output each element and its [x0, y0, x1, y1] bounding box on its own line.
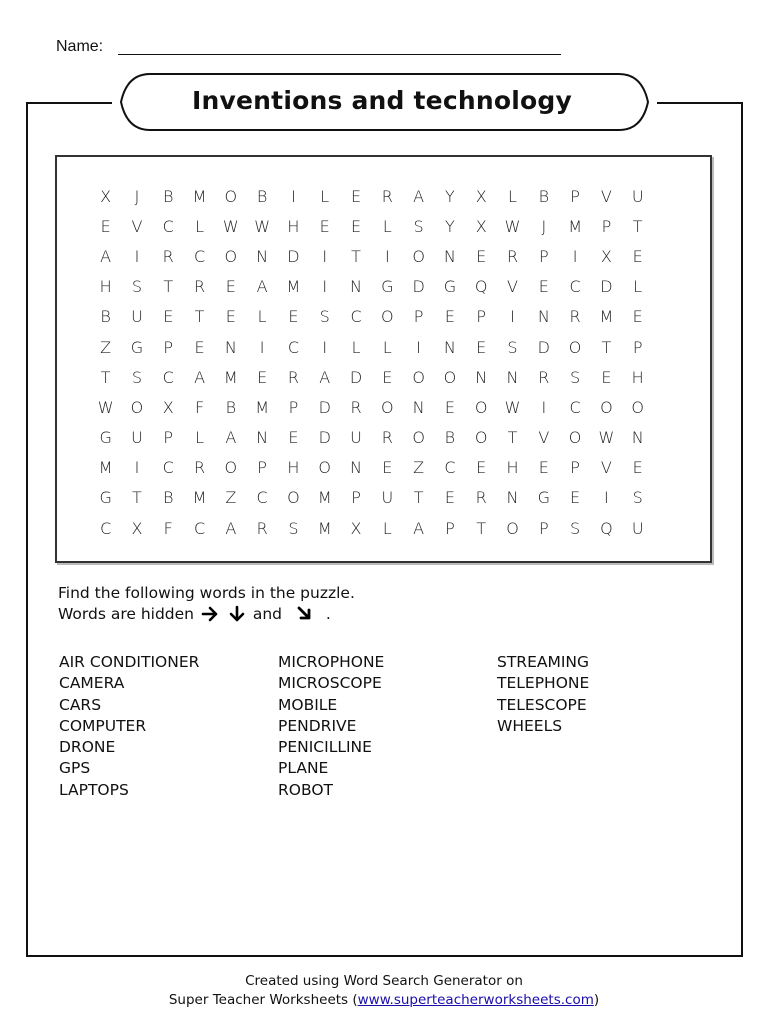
word-item: PENDRIVE	[278, 716, 357, 735]
grid-letter: X	[350, 518, 362, 538]
grid-letter: L	[257, 307, 267, 327]
grid-letter: Z	[225, 488, 237, 508]
grid-letter: N	[412, 397, 425, 417]
grid-letter: I	[604, 488, 609, 508]
grid-letter: U	[350, 428, 362, 448]
grid-letter: E	[601, 367, 612, 387]
grid-letter: B	[163, 488, 174, 508]
grid-row	[90, 453, 653, 483]
grid-letter: B	[256, 186, 268, 206]
grid-letter: I	[322, 337, 328, 357]
grid-row	[90, 211, 653, 241]
grid-letter: N	[443, 337, 456, 357]
grid-letter: H	[99, 277, 112, 297]
grid-letter: T	[132, 488, 142, 508]
instructions-hidden-text: Words are hidden	[58, 605, 195, 623]
grid-letter: S	[413, 216, 424, 236]
grid-letter: O	[381, 397, 394, 417]
grid-letter: A	[100, 246, 112, 266]
grid-letter: B	[225, 397, 237, 417]
grid-letter: E	[382, 367, 393, 387]
grid-letter: W	[222, 216, 239, 236]
grid-letter: N	[350, 458, 362, 478]
grid-letter: F	[163, 518, 173, 538]
grid-letter: Y	[445, 216, 455, 236]
word-item: MICROPHONE	[278, 653, 385, 671]
grid-letter: S	[632, 488, 643, 508]
grid-letter: E	[350, 216, 362, 236]
grid-letter: R	[350, 397, 362, 417]
instructions-line-2	[58, 604, 355, 625]
grid-letter: P	[163, 428, 174, 448]
grid-letter: R	[475, 488, 487, 508]
grid-letter: U	[381, 488, 394, 508]
grid-letter: E	[632, 307, 643, 327]
grid-letter: M	[255, 397, 270, 417]
grid-row	[90, 241, 653, 271]
grid-letter: M	[317, 488, 332, 508]
grid-letter: L	[508, 186, 517, 206]
grid-letter: X	[162, 397, 174, 417]
grid-letter: I	[291, 186, 296, 206]
grid-letter: N	[537, 307, 550, 327]
grid-letter: A	[256, 277, 268, 297]
grid-letter: B	[444, 428, 456, 448]
grid-letter: P	[538, 246, 549, 266]
grid-letter: E	[444, 307, 455, 327]
grid-letter: I	[259, 337, 265, 357]
grid-letter: I	[572, 246, 578, 266]
grid-letter: P	[413, 307, 424, 327]
grid-letter: R	[569, 307, 581, 327]
grid-letter: A	[319, 367, 331, 387]
word-item: CARS	[59, 695, 102, 714]
grid-letter: O	[474, 397, 488, 417]
grid-letter: R	[287, 367, 299, 387]
grid-letter: X	[475, 186, 487, 206]
grid-letter: E	[476, 246, 487, 266]
footer-credit: Created using Word Search Generator on	[245, 973, 523, 989]
grid-letter: I	[510, 307, 515, 327]
grid-letter: O	[600, 397, 613, 417]
grid-letter: U	[131, 428, 143, 448]
word-item: TELEPHONE	[497, 674, 590, 693]
grid-letter: D	[349, 367, 363, 387]
word-item: STREAMING	[497, 653, 590, 671]
grid-letter: S	[570, 367, 581, 387]
grid-letter: T	[601, 337, 612, 357]
grid-letter: P	[632, 337, 643, 357]
grid-letter: O	[506, 518, 519, 538]
grid-letter: J	[541, 216, 547, 236]
grid-letter: X	[600, 246, 612, 266]
word-list-column-3	[497, 652, 589, 737]
grid-letter: G	[99, 488, 112, 508]
grid-letter: D	[412, 277, 425, 297]
instructions-line-1: Find the following words in the puzzle.	[58, 584, 355, 602]
grid-letter: G	[381, 277, 394, 297]
grid-letter: Z	[413, 458, 425, 478]
grid-letter: R	[193, 277, 206, 297]
footer-source-suffix: )	[593, 992, 600, 1008]
grid-letter: T	[476, 518, 487, 538]
grid-letter: N	[631, 428, 644, 448]
grid-letter: T	[413, 488, 424, 508]
word-item: DRONE	[59, 738, 116, 757]
grid-letter: X	[475, 216, 487, 236]
grid-letter: N	[443, 246, 456, 266]
word-list-column-2	[278, 652, 384, 801]
grid-letter: H	[631, 367, 644, 387]
word-item: MOBILE	[278, 695, 338, 714]
word-item: AIR CONDITIONER	[59, 653, 200, 671]
grid-letter: E	[163, 307, 174, 327]
word-item: CAMERA	[59, 674, 125, 693]
grid-letter: T	[194, 307, 205, 327]
grid-letter: E	[225, 307, 236, 327]
grid-letter: A	[194, 367, 206, 387]
grid-letter: M	[568, 216, 582, 236]
grid-letter: T	[100, 367, 111, 387]
grid-letter: R	[538, 367, 550, 387]
grid-letter: C	[100, 518, 112, 538]
grid-letter: E	[288, 307, 299, 327]
arrow-down-icon	[228, 605, 246, 622]
grid-letter: T	[351, 246, 361, 266]
grid-letter: P	[288, 397, 299, 417]
grid-letter: O	[318, 458, 332, 478]
grid-letter: B	[100, 307, 111, 327]
grid-letter: M	[317, 518, 332, 538]
grid-letter: C	[256, 488, 268, 508]
instructions-period: .	[325, 605, 331, 623]
word-item: PLANE	[278, 759, 329, 778]
grid-letter: O	[412, 246, 425, 266]
grid-letter: P	[445, 518, 455, 538]
grid-letter: P	[163, 337, 174, 357]
grid-letter: N	[506, 367, 519, 387]
grid-letter: T	[632, 216, 643, 236]
grid-letter: R	[256, 518, 268, 538]
grid-letter: M	[223, 367, 238, 387]
grid-letter: S	[319, 307, 330, 327]
grid-letter: D	[318, 428, 331, 448]
grid-letter: U	[631, 186, 644, 206]
grid-letter: L	[320, 186, 330, 206]
grid-letter: U	[631, 518, 644, 538]
grid-letter: H	[287, 458, 300, 478]
grid-letter: E	[444, 488, 455, 508]
grid-letter: L	[633, 277, 643, 297]
grid-letter: S	[131, 277, 143, 297]
grid-letter: I	[322, 246, 328, 266]
grid-letter: X	[100, 186, 112, 206]
grid-letter: D	[600, 277, 613, 297]
grid-letter: C	[162, 458, 174, 478]
grid-letter: P	[538, 518, 549, 538]
grid-letter: E	[538, 458, 549, 478]
grid-letter: I	[541, 397, 547, 417]
instructions-and-text: and	[252, 605, 282, 623]
grid-letter: C	[350, 307, 362, 327]
grid-letter: M	[192, 186, 207, 206]
name-underline	[118, 54, 561, 55]
grid-letter: O	[568, 337, 582, 357]
grid-letter: G	[130, 337, 144, 357]
grid-letter: O	[568, 428, 582, 448]
grid-letter: E	[476, 337, 487, 357]
arrow-down-right-icon	[289, 605, 319, 622]
grid-letter: E	[632, 458, 643, 478]
grid-letter: N	[256, 246, 269, 266]
grid-letter: D	[287, 246, 300, 266]
grid-letter: O	[412, 428, 425, 448]
grid-letter: B	[163, 186, 174, 206]
grid-letter: T	[163, 277, 174, 297]
grid-letter: E	[194, 337, 205, 357]
grid-letter: O	[224, 458, 238, 478]
grid-letter: L	[351, 337, 361, 357]
grid-letter: S	[570, 518, 581, 538]
grid-letter: S	[507, 337, 518, 357]
grid-row	[90, 392, 653, 422]
word-item: PENICILLINE	[278, 738, 372, 757]
name-label: Name:	[56, 38, 104, 55]
page-title: Inventions and technology	[192, 86, 572, 115]
grid-row	[90, 302, 653, 332]
grid-letter: T	[507, 428, 518, 448]
word-list-column-1	[59, 652, 199, 801]
grid-letter: C	[569, 397, 581, 417]
grid-letter: V	[538, 428, 550, 448]
grid-letter: E	[350, 186, 362, 206]
grid-row	[90, 181, 653, 211]
word-item: COMPUTER	[59, 716, 147, 735]
grid-letter: A	[225, 518, 237, 538]
grid-letter: P	[351, 488, 361, 508]
grid-row	[90, 362, 653, 392]
grid-letter: S	[131, 367, 143, 387]
grid-letter: A	[413, 186, 425, 206]
grid-letter: O	[474, 428, 488, 448]
grid-letter: E	[632, 246, 643, 266]
grid-letter: O	[631, 397, 644, 417]
grid-letter: E	[288, 428, 299, 448]
grid-letter: C	[193, 246, 206, 266]
grid-letter: I	[322, 277, 328, 297]
grid-row	[90, 423, 653, 453]
grid-letter: R	[381, 428, 393, 448]
grid-letter: O	[287, 488, 300, 508]
grid-letter: O	[224, 246, 238, 266]
grid-letter: Q	[474, 277, 488, 297]
grid-letter: H	[506, 458, 519, 478]
grid-letter: C	[193, 518, 206, 538]
grid-letter: V	[507, 277, 518, 297]
grid-letter: I	[416, 337, 421, 357]
grid-letter: W	[504, 397, 521, 417]
grid-letter: D	[318, 397, 331, 417]
grid-letter: D	[537, 337, 550, 357]
grid-letter: R	[162, 246, 174, 266]
footer-link[interactable]: www.superteacherworksheets.com	[357, 992, 594, 1008]
grid-letter: G	[443, 277, 457, 297]
grid-letter: I	[384, 246, 390, 266]
grid-letter: X	[131, 518, 143, 538]
grid-letter: F	[194, 397, 205, 417]
grid-letter: O	[224, 186, 238, 206]
grid-letter: E	[225, 277, 236, 297]
word-item: GPS	[59, 759, 91, 778]
word-item: WHEELS	[497, 716, 563, 735]
word-item: MICROSCOPE	[278, 674, 382, 693]
grid-letter: O	[381, 307, 394, 327]
grid-letter: V	[600, 186, 612, 206]
arrow-right-icon	[201, 606, 219, 622]
grid-letter: O	[443, 367, 457, 387]
grid-letter: C	[162, 367, 174, 387]
word-item: TELESCOPE	[497, 695, 587, 714]
grid-letter: E	[382, 458, 393, 478]
grid-letter: L	[195, 428, 204, 448]
grid-letter: I	[134, 246, 140, 266]
grid-letter: V	[600, 458, 612, 478]
grid-letter: L	[382, 518, 392, 538]
grid-letter: U	[131, 307, 143, 327]
grid-letter: L	[195, 216, 204, 236]
grid-letter: E	[100, 216, 111, 236]
grid-letter: R	[381, 186, 393, 206]
grid-letter: E	[257, 367, 268, 387]
instructions	[58, 583, 355, 625]
grid-letter: E	[476, 458, 487, 478]
grid-letter: N	[256, 428, 269, 448]
grid-letter: I	[134, 458, 140, 478]
grid-letter: B	[538, 186, 550, 206]
grid-letter: O	[130, 397, 144, 417]
grid-letter: P	[570, 458, 580, 478]
grid-row	[90, 332, 653, 362]
grid-letter: H	[287, 216, 300, 236]
footer-source-prefix: Super Teacher Worksheets (	[168, 992, 358, 1008]
grid-letter: G	[537, 488, 550, 508]
grid-row	[90, 483, 653, 513]
grid-letter: C	[287, 337, 300, 357]
grid-letter: Z	[100, 337, 112, 357]
grid-letter: P	[570, 186, 580, 206]
grid-letter: W	[97, 397, 114, 417]
grid-letter: O	[412, 367, 425, 387]
grid-letter: C	[162, 216, 174, 236]
grid-letter: A	[413, 518, 425, 538]
grid-letter: L	[382, 216, 392, 236]
grid-letter: W	[254, 216, 271, 236]
grid-letter: P	[257, 458, 267, 478]
grid-letter: C	[569, 277, 581, 297]
word-item: ROBOT	[278, 780, 333, 799]
grid-letter: N	[350, 277, 362, 297]
grid-letter: E	[570, 488, 581, 508]
grid-letter: Q	[600, 518, 613, 538]
letter-grid	[90, 181, 653, 543]
grid-letter: M	[286, 277, 301, 297]
grid-letter: E	[444, 397, 455, 417]
grid-letter: P	[601, 216, 612, 236]
word-item: LAPTOPS	[59, 780, 129, 799]
grid-row	[90, 513, 653, 543]
grid-letter: L	[382, 337, 392, 357]
grid-letter: N	[475, 367, 488, 387]
footer-source	[0, 991, 768, 1010]
grid-letter: R	[193, 458, 206, 478]
grid-letter: V	[131, 216, 143, 236]
grid-letter: N	[224, 337, 237, 357]
grid-letter: G	[99, 428, 112, 448]
grid-letter: A	[225, 428, 237, 448]
grid-letter: N	[506, 488, 519, 508]
grid-letter: E	[319, 216, 330, 236]
grid-letter: M	[599, 307, 614, 327]
grid-letter: J	[134, 186, 140, 206]
grid-letter: W	[598, 428, 615, 448]
grid-letter: P	[476, 307, 487, 327]
grid-letter: S	[288, 518, 299, 538]
grid-letter: R	[506, 246, 519, 266]
footer	[0, 972, 768, 1010]
grid-row	[90, 272, 653, 302]
grid-letter: M	[192, 488, 207, 508]
grid-letter: C	[444, 458, 456, 478]
grid-letter: Y	[445, 186, 455, 206]
grid-letter: M	[98, 458, 113, 478]
grid-letter: W	[504, 216, 521, 236]
grid-letter: E	[538, 277, 549, 297]
